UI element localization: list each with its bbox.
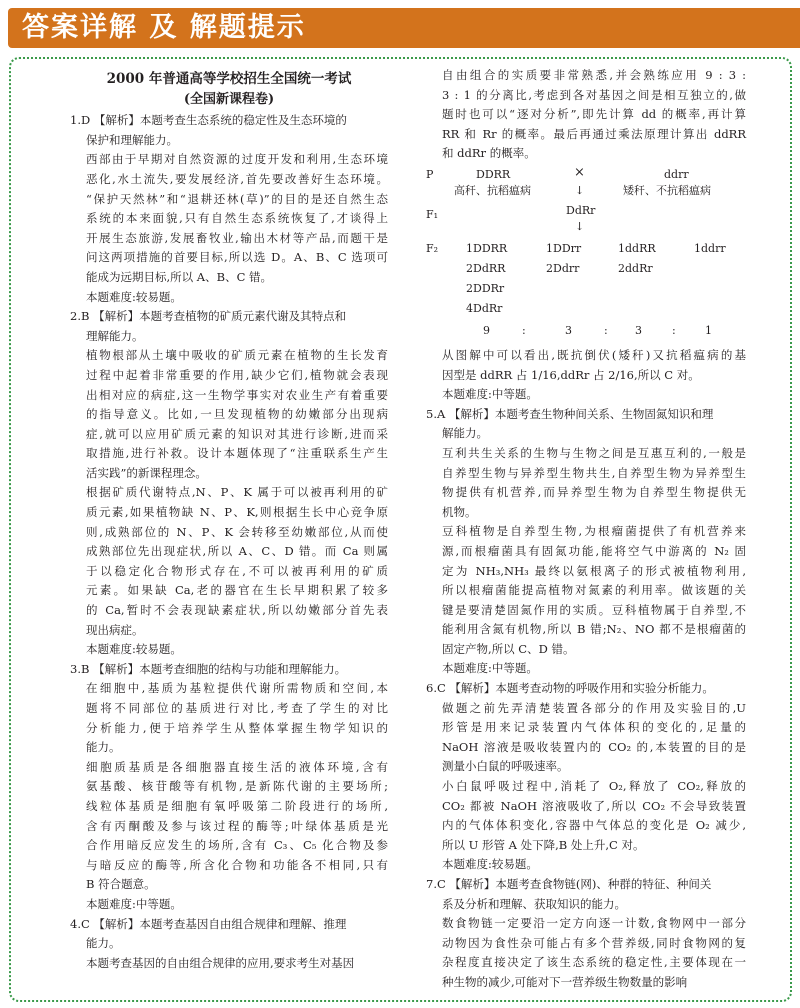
text-line: 本题难度:较易题。 <box>86 289 182 304</box>
question-7-head: 7.C 【解析】本题考查食物链(网)、种群的特征、种间关 <box>426 877 712 891</box>
header-banner <box>8 8 800 48</box>
text-line: 固定产物,所以 C、D 错。 <box>442 641 575 656</box>
cross-f1-label: F₁ <box>426 207 439 221</box>
ratio-value: 3 <box>635 323 642 337</box>
question-6-body <box>442 699 746 875</box>
question-3 <box>70 660 388 915</box>
ratio-value: 9 <box>483 323 490 337</box>
text-line: 保护和理解能力。 <box>86 132 178 147</box>
text-line: 做题之前先弄清楚装置各部分的作用及实验目的,U <box>442 700 746 715</box>
text-line: 分析能力,便于培养学生从整体掌握生物学知识的 <box>86 720 388 735</box>
text-line: 理解能力。 <box>86 328 144 343</box>
text-line: 植物根部从土壤中吸收的矿质元素在植物的生长发育 <box>86 348 388 363</box>
text-line: 本题难度:较易题。 <box>442 857 538 872</box>
text-line: 物提供有机营养,而异养型生物为自养型生物提供无 <box>442 485 746 500</box>
text-line: 所以 U 形管 A 处下降,B 处上升,C 对。 <box>442 837 645 852</box>
ratio-value: 1 <box>705 323 712 337</box>
f2-genotype: 1ddRR <box>618 241 656 255</box>
cross-f1: DdRr <box>566 203 596 217</box>
question-6 <box>426 679 746 875</box>
text-line: 的 Ca,暂时不会表现缺素症状,所以幼嫩部分首先表 <box>86 603 388 618</box>
question-7 <box>426 875 746 993</box>
text-line: 在细胞中,基质为基粒提供代谢所需物质和空间,本 <box>86 681 388 696</box>
text-line: 形管是用来记录装置内气体体积的变化的,足量的 <box>442 720 746 735</box>
text-line: 自养型生物与异养型生物共生,自养型生物为异养型生 <box>442 465 746 480</box>
text-line: 因型是 ddRR 占 1/16,ddRr 占 2/16,所以 C 对。 <box>442 367 700 382</box>
text-line: 本题难度:中等题。 <box>86 896 182 911</box>
text-line: 根据矿质代谢特点,N、P、K 属于可以被再利用的矿 <box>86 485 388 500</box>
question-4-tail-body <box>442 346 746 405</box>
text-line: 键是要清楚固氮作用的实质。豆科植物属于自养型,不 <box>442 602 746 617</box>
f2-genotype: 1DDrr <box>546 241 582 255</box>
text-line: 豆科植物是自养型生物,为根瘤菌提供了有机营养来 <box>442 524 746 539</box>
cross-times: × <box>574 164 585 180</box>
text-line: 出相对应的病症,这一生物学事实对农业生产有着重要 <box>86 387 388 402</box>
text-line: 测量小白鼠的呼吸速率。 <box>442 759 569 774</box>
f2-genotype: 2ddRr <box>618 261 653 275</box>
text-line: 恶化,水土流失,要发展经济,首先要改善好生态环境。 <box>86 171 388 186</box>
text-line: 含有丙酮酸及参与该过程的酶等;叶绿体基质是光 <box>86 818 388 833</box>
text-line: 和 ddRr 的概率。 <box>442 146 536 161</box>
text-line: 机物。 <box>442 504 477 519</box>
text-line: NaOH 溶液是吸收装置内的 CO₂ 的,本装置的目的是 <box>442 739 746 754</box>
text-line: CO₂ 都被 NaOH 溶液吸收了,所以 CO₂ 不会导致装置 <box>442 798 746 813</box>
question-4-cont-body <box>442 66 746 164</box>
text-line: 源,而根瘤菌具有固氮功能,能将空气中游离的 N₂ 固 <box>442 543 746 558</box>
cross-parent2-desc: 矮秆、不抗稻瘟病 <box>623 183 711 197</box>
text-line: 于以稳定化合物形式存在,不可以被再利用的矿质 <box>86 563 388 578</box>
ratio-value: 3 <box>565 323 572 337</box>
text-line: 西部由于早期对自然资源的过度开发和利用,生态环境 <box>86 152 388 167</box>
text-line: 能成为远期目标,所以 A、B、C 错。 <box>86 269 273 284</box>
text-line: 从图解中可以看出,既抗倒伏(矮秆)又抗稻瘟病的基 <box>442 347 746 362</box>
text-line: 杂程度直接决定了该生态系统的稳定性,主要体现在一 <box>442 955 746 970</box>
question-1 <box>70 111 388 307</box>
question-4-head: 4.C 【解析】本题考查基因自由组合规律和理解、推理 <box>70 916 347 931</box>
question-3-body <box>86 679 388 914</box>
text-line: 质元素,如果植物缺 N、P、K,则根据生长中心竞争原 <box>86 505 388 520</box>
f2-genotype: 2DdRR <box>466 261 506 275</box>
question-5-body <box>442 424 746 679</box>
ratio-sep: : <box>604 323 608 337</box>
ratio-sep: : <box>522 323 526 337</box>
text-line: 元素。如果缺 Ca,老的器官在生长早期积累了较多 <box>86 583 388 598</box>
right-column <box>426 66 746 993</box>
paper-subtitle: (全国新课程卷) <box>183 91 275 107</box>
paper-title: 2000 年普通高等学校招生全国统一考试 <box>106 71 352 87</box>
text-line: 能力。 <box>86 936 121 951</box>
question-7-body <box>442 895 746 993</box>
text-line: 定为 NH₃,NH₃ 最终以氨根离子的形式被植物利用, <box>442 563 746 578</box>
question-1-head: 1.D 【解析】本题考查生态系统的稳定性及生态环境的 <box>70 113 347 128</box>
text-line: 种生物的减少,可能对下一营养级生物数量的影响 <box>442 974 688 989</box>
text-line: RR 和 Rr 的概率。最后再通过乘法原理计算出 ddRR <box>442 126 746 141</box>
text-line: 本题难度:中等题。 <box>442 661 538 676</box>
text-line: “保护天然林”和“退耕还林(草)”的目的是还自然生态 <box>86 191 388 206</box>
cross-f2-label: F₂ <box>426 241 439 255</box>
text-line: 所以根瘤菌能提高植物对氮素的利用率。做该题的关 <box>442 583 746 598</box>
question-2-body <box>86 327 388 660</box>
left-column <box>70 70 388 973</box>
f2-genotype: 2DDRr <box>466 281 505 295</box>
cross-parent2: ddrr <box>664 167 689 181</box>
text-line: 数食物链一定要沿一定方向逐一计数,食物网中一部分 <box>442 916 746 931</box>
question-4-continued <box>426 66 746 164</box>
text-line: 系及分析和理解、获取知识的能力。 <box>442 896 626 911</box>
text-line: 活实践”的新课程理念。 <box>86 465 207 480</box>
text-line: 过程中起着非常重要的作用,缺少它们,植物就会表现 <box>86 367 388 382</box>
text-line: 线粒体基质是细胞有氧呼吸第二阶段进行的场所, <box>86 798 388 813</box>
cross-p-label: P <box>426 167 434 181</box>
question-3-head: 3.B 【解析】本题考查细胞的结构与功能和理解能力。 <box>70 661 347 676</box>
text-line: 与暗反应的酶等,所含化合物和功能各不相同,只有 <box>86 857 388 872</box>
text-line: 问这两项措施的首要目标,所以选 D。A、B、C 选项可 <box>86 250 388 265</box>
text-line: 小白鼠呼吸过程中,消耗了 O₂,释放了 CO₂,释放的 <box>442 779 746 794</box>
cross-arrow-2: ↓ <box>575 219 585 233</box>
text-line: 氨基酸、核苷酸等有机物,是新陈代谢的主要场所; <box>86 779 388 794</box>
text-line: 合作用暗反应发生的场所,含有 C₃、C₅ 化合物及参 <box>86 838 388 853</box>
text-line: 症,就可以应用矿质元素的知识对其进行诊断,进而采 <box>86 426 388 441</box>
question-4-body <box>86 934 388 973</box>
text-line: 的指导意义。比如,一旦发现植物的幼嫩部分出现病 <box>86 407 388 422</box>
text-line: B 符合题意。 <box>86 877 156 892</box>
text-line: 则,成熟部位的 N、P、K 会转移至幼嫩部位,从而使 <box>86 524 388 539</box>
question-2-head: 2.B 【解析】本题考查植物的矿质元素代谢及其特点和 <box>70 309 347 324</box>
text-line: 能力。 <box>86 740 121 755</box>
cross-parent1-desc: 高秆、抗稻瘟病 <box>454 183 531 197</box>
question-2 <box>70 307 388 660</box>
text-line: 动物因为食性杂可能占有多个营养级,同时食物网的复 <box>442 935 746 950</box>
text-line: 本题考查基因的自由组合规律的应用,要求考生对基因 <box>86 955 355 970</box>
genetic-cross-diagram <box>426 164 746 346</box>
text-line: 自由组合的实质要非常熟悉,并会熟练应用 9 : 3 : <box>442 68 746 82</box>
text-line: 本题难度:较易题。 <box>86 642 182 657</box>
cross-arrow-1: ↓ <box>575 183 585 197</box>
text-line: 成熟部位先出现症状,所以 A、C、D 错。而 Ca 则属 <box>86 544 388 559</box>
text-line: 题将不同部位的基质进行对比,考查了学生的对比 <box>86 701 388 715</box>
text-line: 开展生态旅游,发展畜牧业,输出木材等产品,而题干是 <box>86 230 388 245</box>
text-line: 本题难度:中等题。 <box>442 387 538 402</box>
text-line: 互利共生关系的生物与生物之间是互惠互利的,一般是 <box>442 445 746 460</box>
text-line: 解能力。 <box>442 426 488 441</box>
f2-genotype: 1DDRR <box>466 241 508 255</box>
cross-parent1: DDRR <box>476 167 511 181</box>
question-6-head: 6.C 【解析】本题考查动物的呼吸作用和实验分析能力。 <box>426 681 714 696</box>
text-line: 能利用含氮有机物,所以 B 错;N₂、NO 都不是根瘤菌的 <box>442 622 746 637</box>
text-line: 细胞质基质是各细胞器直接生活的液体环境,含有 <box>86 759 388 774</box>
question-4-tail <box>426 346 746 405</box>
question-1-body <box>86 131 388 307</box>
question-5 <box>426 405 746 679</box>
question-5-head: 5.A 【解析】本题考查生物种间关系、生物固氮知识和理 <box>426 406 714 421</box>
text-line: 题时也可以“逐对分析”,即先计算 dd 的概率,再计算 <box>442 107 746 122</box>
f2-genotype: 4DdRr <box>466 301 503 315</box>
f2-genotype: 1ddrr <box>694 241 726 255</box>
text-line: 取措施,进行补救。设计本题体现了“注重联系生产生 <box>86 446 388 461</box>
ratio-sep: : <box>672 323 676 337</box>
text-line: 系统的本来面貌,只有自然生态系统恢复了,才谈得上 <box>86 211 388 226</box>
text-line: 3 : 1 的分离比,考虑到各对基因之间是相互独立的,做 <box>442 87 746 102</box>
text-line: 内的气体体积变化,容器中气体总的变化是 O₂ 减少, <box>442 818 746 833</box>
text-line: 现出病症。 <box>86 622 144 637</box>
f2-genotype: 2Ddrr <box>546 261 580 275</box>
header-title: 答案详解 及 解题提示 <box>22 12 306 43</box>
question-4 <box>70 915 388 974</box>
